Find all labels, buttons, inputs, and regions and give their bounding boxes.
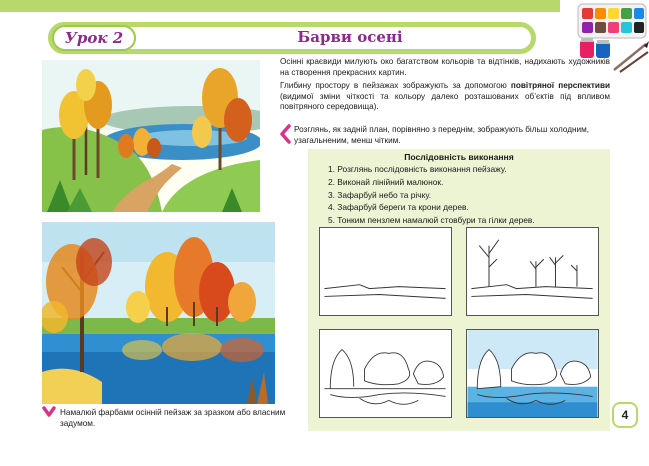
- chevron-down-icon: [42, 406, 56, 418]
- step-item: 4. Зафарбуй береги та крони дерев.: [328, 202, 469, 213]
- intro-paragraph: Осінні краєвиди милують око багатством кольорів та відтінків, надихають художників на створення прекрасних картин.: [280, 57, 610, 77]
- step-item: 3. Зафарбуй небо та річку.: [328, 189, 432, 200]
- steps-title: Послідовність виконання: [404, 152, 514, 162]
- page-number: 4: [612, 402, 638, 428]
- perspective-term: повітряної перспективи: [510, 81, 611, 90]
- step-sketch-3: [319, 329, 452, 418]
- chevron-left-icon: [279, 124, 291, 144]
- page-title: Барви осені: [297, 28, 403, 46]
- steps-panel: [308, 149, 610, 431]
- perspective-text-start: Глибину простору в пейзажах зображують за допомогою: [280, 81, 511, 90]
- header-strip: [0, 0, 560, 12]
- step-sketch-2: [466, 227, 599, 316]
- autumn-landscape-illustration: [42, 60, 260, 212]
- perspective-paragraph: [280, 81, 610, 113]
- steps-list: [328, 163, 535, 227]
- perspective-text-end: (видимої зміни чіткості та кольору далеко розташованих об’єктів під впливом повітряного середовища).: [280, 91, 610, 111]
- step-item: 1. Розглянь послідовність виконання пейзажу.: [328, 164, 507, 174]
- step-item: 2. Виконай лінійний малюнок.: [328, 176, 444, 187]
- hint-paragraph: Розглянь, як задній план, порівняно з переднім, зображують більш холодним, узагальненим, менш чітким.: [294, 125, 590, 145]
- header: [0, 0, 649, 52]
- step-sketch-1: [319, 227, 452, 316]
- autumn-lake-painting: [42, 222, 275, 404]
- task-paragraph: Намалюй фарбами осінній пейзаж за зразком або власним задумом.: [60, 408, 286, 428]
- step-item: 5. Тонким пензлем намалюй стовбури та гілки дерев.: [328, 215, 535, 226]
- lesson-label: Урок 2: [52, 25, 136, 51]
- step-sketch-4: [466, 329, 599, 418]
